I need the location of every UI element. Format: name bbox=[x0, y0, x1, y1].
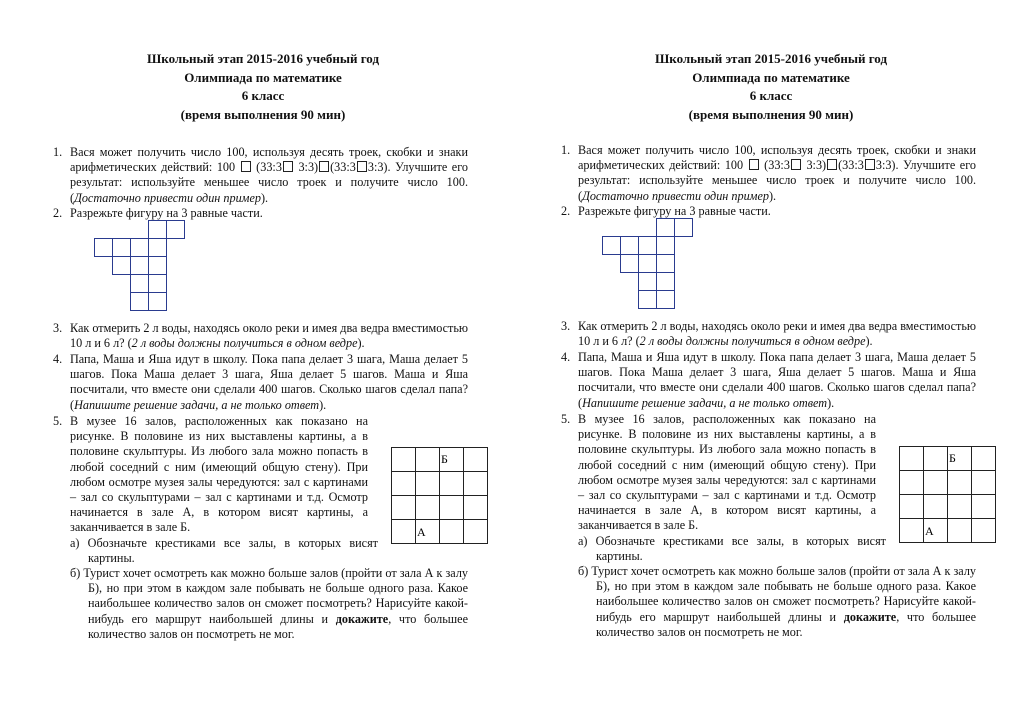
header-olympiad: Олимпиада по математике bbox=[692, 69, 850, 85]
museum-hall-grid bbox=[899, 446, 999, 550]
problem-2: 2. Разрежьте фигуру на 3 равные части. bbox=[561, 204, 771, 218]
missing-symbol-box bbox=[319, 161, 329, 172]
problem-number: 2. bbox=[53, 206, 63, 220]
missing-symbol-box bbox=[283, 161, 293, 172]
problem-5b: б) Турист хочет осмотреть как можно больше залов (пройти от зала А к залу Б), но при этом в каждом зале побывать не больше одного раза. Какое наибольшее количество залов он сможет посмотреть? Нарисуйте какой-нибудь его маршрут наибольшей длины и докажите, что большее количество залов он посмотреть не мог. bbox=[578, 564, 977, 639]
problem-number: 4. bbox=[561, 350, 571, 364]
problem-5: 5. В музее 16 залов, расположенных как показано на рисунке. В половине из них выставлены картины, а в половине скульптуры. Из любого зала можно попасть в любой соседний с ним (имеющий общую стену). При любом осмотре музея залы чередуются: зал с картинами – зал со скульптурами – зал с картинами и т.д. Осмотр начинается в зале А, в котором висят картины, а заканчивается в зале Б. Б А а) Обозначьте крестиками все залы, в которых висят картины. б) Турист хочет осмотреть как можно больше залов (пройти от зала А к залу Б), но при этом в каждом зале побывать не больше одного раза. Какое наибольшее количество залов он сможет посмотреть? Нарисуйте какой-нибудь его маршрут наибольшей длины и докажите, что большее количество залов он посмотреть не мог. bbox=[48, 414, 468, 642]
page-right bbox=[556, 0, 986, 724]
problem-number: 1. bbox=[53, 145, 63, 159]
problem-number: 3. bbox=[53, 321, 63, 335]
problem-number: 4. bbox=[53, 352, 63, 366]
header-time: (время выполнения 90 мин) bbox=[180, 106, 346, 122]
staircase-figure bbox=[94, 220, 188, 312]
header-time: (время выполнения 90 мин) bbox=[688, 106, 854, 122]
problem-5: 5. В музее 16 залов, расположенных как показано на рисунке. В половине из них выставлены картины, а в половине скульптуры. Из любого зала можно попасть в любой соседний с ним (имеющий общую стену). При любом осмотре музея залы чередуются: зал с картинами – зал со скульптурами – зал с картинами и т.д. Осмотр начинается в зале А, в котором висят картины, а заканчивается в зале Б. Б А а) Обозначьте крестиками все залы, в которых висят картины. б) Турист хочет осмотреть как можно больше залов (пройти от зала А к залу Б), но при этом в каждом зале побывать не больше одного раза. Какое наибольшее количество залов он сможет посмотреть? Нарисуйте какой-нибудь его маршрут наибольшей длины и докажите, что большее количество залов он посмотреть не мог. bbox=[556, 412, 976, 640]
hall-label-a: А bbox=[417, 525, 426, 539]
hall-label-a: А bbox=[925, 524, 934, 538]
header-grade: 6 класс bbox=[749, 88, 793, 103]
problem-number: 5. bbox=[561, 412, 571, 426]
problem-5a: а) Обозначьте крестиками все залы, в которых висят картины. bbox=[578, 533, 886, 563]
missing-symbol-box bbox=[357, 161, 367, 172]
hall-label-b: Б bbox=[949, 451, 956, 465]
problem-2: 2. Разрежьте фигуру на 3 равные части. bbox=[53, 206, 263, 220]
page-left bbox=[48, 0, 478, 724]
header bbox=[48, 50, 478, 124]
header-olympiad: Олимпиада по математике bbox=[184, 69, 342, 85]
problem-4: 4. Папа, Маша и Яша идут в школу. Пока папа делает 3 шага, Маша делает 5 шагов. Пока Маша делает 3 шага, Яша делает 5 шагов. Маша и Яша посчитали, что вместе они сделали 400 шагов. Сколько шагов сделал папа? (Напишите решение задачи, а не только ответ). bbox=[561, 350, 976, 410]
staircase-figure bbox=[602, 218, 696, 310]
problem-number: 3. bbox=[561, 319, 571, 333]
problem-3: 3. Как отмерить 2 л воды, находясь около реки и имея два ведра вместимостью 10 л и 6 л? (2 л воды должны получиться в одном ведре). bbox=[53, 321, 468, 351]
header-stage: Школьный этап 2015-2016 учебный год bbox=[146, 51, 380, 66]
museum-hall-grid bbox=[391, 447, 491, 551]
problem-number: 2. bbox=[561, 204, 571, 218]
problem-number: 1. bbox=[561, 143, 571, 157]
missing-symbol-box bbox=[241, 161, 251, 172]
problem-5a: а) Обозначьте крестиками все залы, в которых висят картины. bbox=[70, 535, 378, 565]
problem-3: 3. Как отмерить 2 л воды, находясь около реки и имея два ведра вместимостью 10 л и 6 л? (2 л воды должны получиться в одном ведре). bbox=[561, 319, 976, 349]
problem-4: 4. Папа, Маша и Яша идут в школу. Пока папа делает 3 шага, Маша делает 5 шагов. Пока Маша делает 3 шага, Яша делает 5 шагов. Маша и Яша посчитали, что вместе они сделали 400 шагов. Сколько шагов сделал папа? (Напишите решение задачи, а не только ответ). bbox=[53, 352, 468, 412]
missing-symbol-box bbox=[791, 159, 801, 170]
problem-number: 5. bbox=[53, 414, 63, 428]
missing-symbol-box bbox=[749, 159, 759, 170]
header bbox=[556, 50, 986, 124]
missing-symbol-box bbox=[865, 159, 875, 170]
problem-1: 1. Вася может получить число 100, используя десять троек, скобки и знаки арифметических действий: 100 (33:3 3:3) (33:3 3:3). Улучшите его результат: используйте меньшее число троек и получите число 100. (Достаточно привести один пример). bbox=[53, 145, 469, 205]
header-stage: Школьный этап 2015-2016 учебный год bbox=[654, 51, 888, 66]
problem-1: 1. Вася может получить число 100, используя десять троек, скобки и знаки арифметических действий: 100 (33:3 3:3) (33:3 3:3). Улучшите его результат: используйте меньшее число троек и получите число 100. (Достаточно привести один пример). bbox=[561, 143, 977, 203]
header-grade: 6 класс bbox=[241, 88, 285, 103]
missing-symbol-box bbox=[827, 159, 837, 170]
problem-5b: б) Турист хочет осмотреть как можно больше залов (пройти от зала А к залу Б), но при этом в каждом зале побывать не больше одного раза. Какое наибольшее количество залов он сможет посмотреть? Нарисуйте какой-нибудь его маршрут наибольшей длины и докажите, что большее количество залов он посмотреть не мог. bbox=[70, 566, 469, 641]
hall-label-b: Б bbox=[441, 452, 448, 466]
